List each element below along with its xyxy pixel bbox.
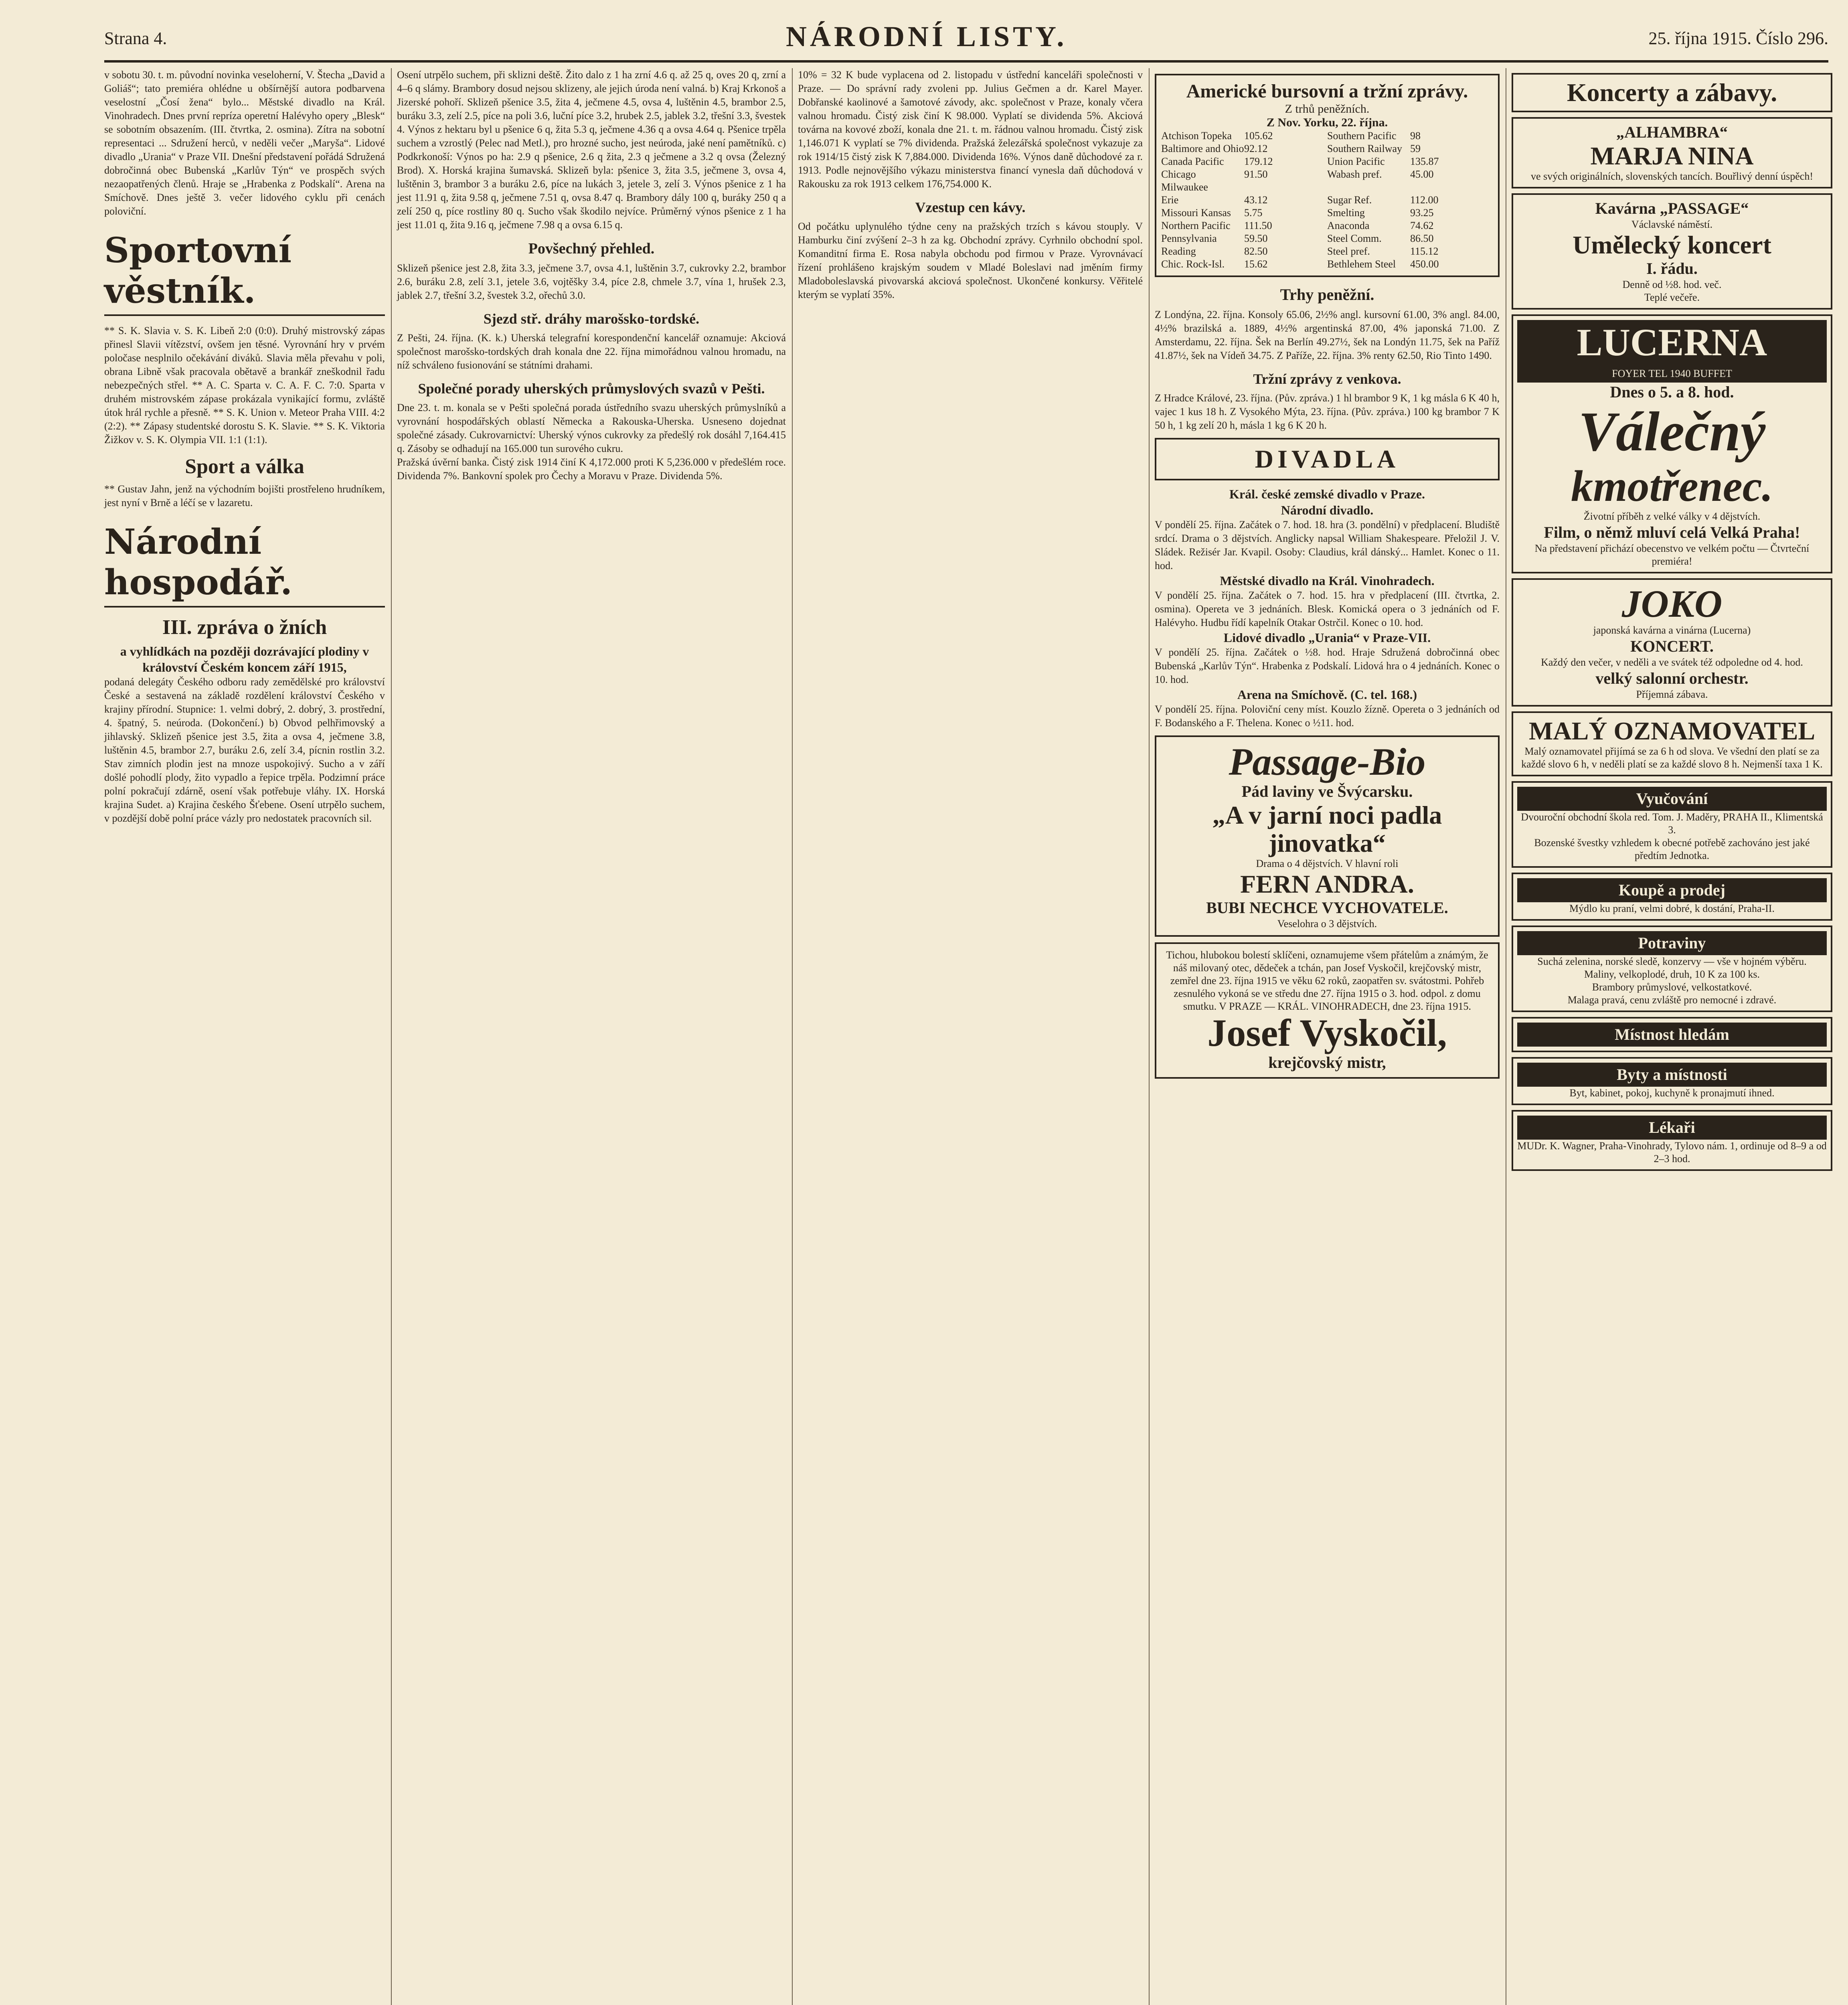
bourse-cell: 86.50 [1410,233,1434,244]
bourse-cell: Chic. Rock-Isl. [1161,258,1225,270]
american-bourse-box [1155,74,1500,277]
joko-subtitle: japonská kavárna a vinárna (Lucerna) [1593,624,1751,636]
theatres-box [1155,438,1500,480]
theatre-news: v sobotu 30. t. m. původní novinka veseloherní, V. Štecha „David a Goliáš“; tato premiéra ohlédne u obšírnější autora podbarvena veselostní „Čosí žena“ bylo... Městské divadlo na Král. Vinohradech. Dnes první repríza operetní Halévyho opery „Blesk“ se sobotním obsazením. (III. čtvrtka, 2. osmina). Zítra na sobotní representaci ... Sdružení herců, v neděli večer „Maryša“. Lidové divadlo „Urania“ v Praze VII. Dnešní představení pořádá Sdružená dobročinná obec Bubenská „Karlův Týn“ ve prospěch svých nezaopatřených členů. Hraje se „Hrabenka z Podskalí“. Arena na Smíchově. Dnes ještě 3. večer lidového cyklu při cenách poloviční. [104,69,388,217]
bourse-row [1161,130,1493,142]
art-concert-sub: I. řádu. [1646,259,1698,277]
art-concert-time: Denně od ½8. hod. več. [1622,279,1722,290]
money-markets-text: Z Londýna, 22. října. Konsoly 65.06, 2½% angl. kursovní 61.00, 3% angl. 84.00, 4½% brazilská a. 1889, 4½% argentinská 87.00, 4% japonská 71.00. Z Amsterdamu, 22. října. Šek na Berlín 49.27½, šek na Londýn 11.75, šek na Paříž 41.87½, šek na Vídeň 34.75. Z Paříže, 22. října. 3% renty 62.50, Rio Tinto 1490. [1155,309,1502,361]
column-rule [792,68,793,2005]
bourse-cell: 115.12 [1410,245,1439,257]
bourse-cell: 112.00 [1410,194,1439,206]
bourse-cell: Steel pref. [1327,245,1370,257]
bourse-cell: Chicago Milwaukee [1161,168,1208,193]
obituary-name: Josef Vyskočil, [1207,1011,1447,1054]
column-4 [1155,68,1500,2005]
industry-heading: Společné porady uherských průmyslových svazů v Pešti. [418,381,765,397]
theatre-national-title: Král. české zemské divadlo v Praze. [1229,487,1425,501]
bourse-cell: 5.75 [1244,207,1263,219]
obituary-role: krejčovský mistr, [1268,1053,1386,1071]
bourse-cell: 450.00 [1410,258,1439,270]
bourse-subtitle: Z trhů peněžních. [1285,102,1370,115]
coffee-heading: Vzestup cen kávy. [915,199,1026,215]
bourse-cell: Southern Pacific [1327,130,1397,142]
overview-heading: Povšechný přehled. [528,240,655,257]
joko-orchestra: velký salonní orchestr. [1595,669,1749,687]
column-1 [104,68,388,2005]
joko-title: JOKO [1621,582,1723,625]
flats-heading: Byty a místnosti [1517,1063,1827,1087]
bourse-row [1161,168,1493,194]
obituary-text: Tichou, hlubokou bolestí sklíčeni, oznamujeme všem přátelům a známým, že náš milovaný otec, dědeček a tchán, pan Josef Vyskočil, krejčovský mistr, zemřel dne 23. října 1915 ve věku 62 roků, zaopatřen sv. svátostmi. Pohřeb zesnulého vykoná se ve středu dne 27. října 1915 o 3. hod. odpol. z domu smutku. V PRAZE — KRÁL. VINOHRADECH, dne 23. října 1915. [1166,949,1488,1012]
art-concert: Umělecký koncert [1573,231,1771,259]
harvest-continued: Osení utrpělo suchem, při sklizni deště. Žito dalo z 1 ha zrní 4.6 q. až 25 q, oves 20 q, zrní a 4–6 q slámy. Brambory dosud nejsou sklizeny, ale jejich úroda není valná. b) Kraj Krkonoš a Jizerské pohoří. Sklizeň pšenice 3.5, žita 4, ječmene 4.5, ovsa 4, luštěnin 4.5, brambor 2.5, buráku 3.3, zelí 2.5, píce na poli 3.6, luční píce 3.2, hrubek 2.5, jablek 3.2, třešní 3.3, švestek 4. Výnos z hektaru byl u pšenice 6 q, žita 5.3 q, ječmene 4.36 q a ovsa 4.64 q. Pšenice trpěla suchem a vzrostlý (Pelec nad Metl.), pro hrozné sucho, jest neúroda, jaké není pamětníků. c) Podkrkonoší: Výnos po ha: 2.9 q pšenice, 2.6 q žita, 2.3 q ječmene a 3.2 q ovsa (Železný Brod). X. Horská krajina šumavská. Sklizeň byla: pšenice 3, žita 3.5, ječmene 3, ovsa 4, luštěnin 3, brambor 3 a buráku 2.6, píce na lukách 3, jetele 3, zelí 3. Výnos pšenice z 1 ha jest 11.91 q, žita 9.58 q, ječmene 7.51 q, ovsa 8.47 q. Brambory dály 100 q, buráky 250 q a zelí 250 q, píce rostliny 80 q. Sucho však škodilo nejvíce. Průměrný výnos pšenice z 1 ha jest 11.01 q, žita 9.16 q, ječmene 7.98 q a ovsa 6.15 q. [397,69,789,231]
masthead [104,16,1828,63]
doctors-ad [1512,1110,1832,1171]
small-ads-text: Malý oznamovatel přijímá se za 6 h od slova. Ve všední den platí se za každé slovo 6 h, v neděli platí se za každé slovo 8 h. Nejmenší taxa 1 K. [1521,745,1823,770]
bourse-cell: 59.50 [1244,233,1268,244]
malaga-text: Malaga pravá, cenu zvláště pro nemocné i zdravé. [1567,994,1777,1006]
film-title-2: kmotřenec. [1571,462,1773,510]
food-text: Suchá zelenina, norské sledě, konzervy — vše v hojném výběru. [1537,956,1807,967]
bourse-row [1161,155,1493,168]
theatre-urania-program: V pondělí 25. října. Začátek o ½8. hod. Hraje Sdružená dobročinná obec Bubenská „Karlův Týn“. Hrabenka z Podskalí. Lidová hra o 4 jednáních. Konec o 10. hod. [1155,646,1502,685]
obituary [1155,942,1500,1079]
bourse-row [1161,219,1493,232]
coffee-text: Od počátku uplynulého týdne ceny na pražských trzích s kávou stouply. V Hamburku činí zvýšení 2–3 h za kg. Obchodní zprávy. Cyrhnilo obchodní spol. Komanditní firma E. Rosa nabyla obchodu pod firmou v Praze. Vyrovnávací řízení prohlášeno krajským soudem v Mladé Boleslavi nad jměním firmy Mladoboleslavská pivovarská akciová společnost. Ukončené konkursy. Věřitelé kterým se vyplatí 35%. [798,221,1146,300]
flats-text: Byt, kabinet, pokoj, kuchyně k pronajmutí ihned. [1569,1087,1775,1099]
bourse-cell: 98 [1410,130,1421,142]
bourse-cell: 111.50 [1244,220,1272,231]
bourse-cell: Erie [1161,194,1179,206]
soap-text: Mýdlo ku praní, velmi dobré, k dostání, Praha-II. [1569,903,1775,914]
bourse-cell: 105.62 [1244,130,1273,142]
alhambra-title: „ALHAMBRA“ [1616,123,1728,141]
kavarna-address: Václavské náměstí. [1631,219,1713,230]
lucerna-bio-ad [1512,314,1832,573]
bourse-cell: Steel Comm. [1327,233,1382,244]
bourse-cell: 15.62 [1244,258,1268,270]
cinema-comedy-sub: Veselohra o 3 dějstvích. [1277,918,1377,930]
bourse-cell: Union Pacific [1327,156,1385,167]
bourse-title: Americké bursovní a tržní zprávy. [1186,81,1468,102]
overview-text: Sklizeň pšenice jest 2.8, žita 3.3, ječmene 3.7, ovsa 4.1, luštěnin 3.7, cukrovky 2.2, brambor 2.6, buráku 2.8, zelí 3.1, jetele 3.6, vojtěšky 3.4, píce 2.8, chmele 3.7, vína 1, hrušek 2.3, jablek 2.7, třešní 3.2, švestek 3.2, ořechů 3.0. [397,262,789,301]
plums-text: Bozenské švestky vzhledem k obecné potřebě zachováno jest jaké předtím Jednotka. [1534,837,1810,861]
column-5-ads [1512,68,1832,2005]
food-heading: Potraviny [1517,931,1827,955]
cinema-title: Passage-Bio [1229,740,1426,783]
film-title-1: Válečný [1578,401,1766,463]
bourse-row [1161,207,1493,219]
bourse-cell: Canada Pacific [1161,156,1224,167]
art-concert-note: Teplé večeře. [1644,292,1700,303]
bourse-row [1161,142,1493,155]
theatre-vinohrady-title: Městské divadlo na Král. Vinohradech. [1220,573,1435,588]
kavarna-title: Kavárna „PASSAGE“ [1595,199,1749,217]
doctors-text: MUDr. K. Wagner, Praha-Vinohrady, Tylovo nám. 1, ordinuje od 8–9 a od 2–3 hod. [1517,1140,1827,1165]
small-ads [1512,711,1832,776]
sport-war-heading: Sport a válka [185,455,304,478]
bourse-cell: Wabash pref. [1327,168,1382,180]
company-news: 10% = 32 K bude vyplacena od 2. listopadu v ústřední kanceláři společnosti v Praze. — Do správní rady zvoleni pp. Julius Gečmen a dr. Karel Mayer. Dobřanské kaolinové a šamotové závody, akc. společnost v Praze, konaly včera valnou hromadu. Čistý zisk činí K 98.000. Vyplatí se dividenda 5%. Akciová továrna na kovové zboží, konala dne 21. t. m. řádnou valnou hromadu. Čistý zisk 1,146.071 K vyplatí se 7% dividenda. Pražská železářská společnost vykazuje za rok 1914/15 čistý zisk K 7,884.000. Dividenda 16%. Výnos daně důchodové za r. 1913. Podle nejnovějšího výkazu ministerstva financí vynesla daň důchodová v Rakousku za rok 1913 celkem 176,754.000 K. [798,69,1146,190]
bourse-row [1161,245,1493,258]
sport-war-text: ** Gustav Jahn, jenž na východním bojišti prostřeleno hrudníkem, jest nyní v Brně a léčí se v lazaretu. [104,483,388,508]
bourse-cell: Baltimore and Ohio [1161,143,1244,154]
bourse-cell: Southern Railway [1327,143,1403,154]
film-note: Na představení přichází obecenstvo ve velkém počtu — Čtvrteční premiéra! [1534,543,1810,567]
bourse-cell: Anaconda [1327,220,1370,231]
small-ads-heading: MALÝ OZNAMOVATEL [1528,717,1816,745]
joko-ad [1512,578,1832,707]
column-3 [798,68,1146,2005]
raspberries-text: Maliny, velkoplodé, druh, 10 K za 100 ks. [1584,968,1760,980]
cinema-feature: Pád laviny ve Švýcarsku. [1241,782,1413,800]
column-2 [397,68,789,2005]
harvest-report-subheading: a vyhlídkách na později dozrávající plodiny v království Českém koncem září 1915, [120,644,369,674]
bourse-cell: 91.50 [1244,168,1268,180]
industry-text: Dne 23. t. m. konala se v Pešti společná porada ústředního svazu uherských průmyslníků a vyrovnání hospodářských oblastí Německa a Rakouska-Uherska. Usneseno dojednat společné zásady. Cukrovarnictví: Uherský výnos cukrovky za předešlý rok dosáhl 7,164.415 q. Zásoby se odhadují na 165.000 tun surového cukru. [397,402,789,454]
bourse-cell: Missouri Kansas [1161,207,1231,219]
cinema-film-title: „A v jarní noci padla jinovatka“ [1212,801,1442,857]
education-heading: Vyučování [1517,787,1827,811]
alhambra-note: ve svých originálních, slovenských tancích. Bouřlivý denní úspěch! [1530,170,1813,182]
sport-news: ** S. K. Slavia v. S. K. Libeň 2:0 (0:0). Druhý mistrovský zápas přinesl Slavii vítězství, ovšem jen těsné. Vyrovnání hry v prvém poločase nesplnilo očekávání diváků. Slavia měla převahu v poli, obrana Libně však pracovala obětavě a brankář zneškodnil řadu nebezpečných střel. ** A. C. Sparta v. C. A. F. C. 7:0. Sparta v druhém mistrovském zápase prokázala vynikající formu, zvláště útok hrál rychle a přesně. ** S. K. Union v. Meteor Praha VIII. 4:2 (2:2). ** Zápasy studentské dorostu S. K. Slavie. ** S. K. Viktoria Žižkov v. S. K. Olympia VII. 1:1 (1:1). [104,325,388,446]
bourse-cell: 82.50 [1244,245,1268,257]
bourse-cell: 74.62 [1410,220,1434,231]
buy-sell-heading: Koupě a prodej [1517,878,1827,902]
bourse-cell: 179.12 [1244,156,1273,167]
bourse-cell: 43.12 [1244,194,1268,206]
bourse-cell: Bethlehem Steel [1327,258,1396,270]
bourse-cell: Reading [1161,245,1196,257]
food-ad [1512,926,1832,1012]
harvest-report-text: podaná delegáty Českého odboru rady zemědělské pro království České a sestavená na základě rozdělení království Českého v krajiny přírodní. Stupnice: 1. velmi dobrý, 2. dobrý, 3. prostřední, 4. špatný, 5. neúroda. (Dokončení.) b) Obvod pelhřimovský a jihlavský. Sklizeň pšenice jest 3.5, žita a ovsa 4, ječmene 3.8, luštěnin 4.5, brambor 2.7, buráku 2.6, zelí 3.4, pícnin rostlin 3.2. Stav zimních plodin jest na mnoze uspokojivý. Sucho a v září došlé pohodlí plody, žito vypadlo a řepice trpěla. Podzimní práce polní pokračují zdárně, osení však potřebuje vláhy. IX. Horská krajina Sudet. a) Krajina českého Šťebene. Osení utrpělo suchem, v pozdější době polní práce vázly pro nedostatek pracovních sil. [104,676,388,824]
theatre-national-program: V pondělí 25. října. Začátek o 7. hod. 18. hra (3. pondělní) v předplacení. Bludiště srdcí. Drama o 3 dějstvích. Anglicky napsal William Shakespeare. Přeložil J. V. Sládek. Režisér Jar. Kvapil. Osoby: Claudius, král dánský... Hamlet. Konec o 11. hod. [1155,519,1502,571]
passage-bio-ad [1155,735,1500,937]
theatre-arena-title: Arena na Smíchově. (C. tel. 168.) [1237,687,1417,702]
theatre-national-subtitle: Národní divadlo. [1281,503,1374,517]
film-description: Životní příběh z velké války v 4 dějstvích. [1583,510,1761,522]
section-heading-sport: Sportovní věstník. [104,230,385,316]
film-tagline: Film, o němž mluví celá Velká Praha! [1544,523,1800,541]
bourse-cell: Pennsylvania [1161,233,1217,244]
regional-markets-text: Z Hradce Králové, 23. října. (Pův. zpráva.) 1 hl brambor 9 K, 1 kg másla 6 K 40 h, vajec 1 kus 18 h. Z Vysokého Mýta, 23. října. (Pův. zpráva.) 100 kg brambor 7 K 50 h, 1 kg zelí 20 h, másla 1 kg 6 K 20 h. [1155,392,1502,431]
theatre-urania-title: Lidové divadlo „Urania“ v Praze-VII. [1223,630,1431,645]
theatres-heading: DIVADLA [1255,445,1400,473]
concerts-ad [1512,73,1832,112]
joko-text: Každý den večer, v neděli a ve svátek též odpoledne od 4. hod. [1541,656,1803,668]
bourse-cell: 92.12 [1244,143,1268,154]
bourse-cell: Northern Pacific [1161,220,1231,231]
bourse-cell: 59 [1410,143,1421,154]
joko-concert: KONCERT. [1630,637,1714,655]
education-ad [1512,781,1832,868]
regional-markets-heading: Tržní zprávy z venkova. [1253,371,1401,387]
bourse-row [1161,194,1493,207]
bourse-city: Z Nov. Yorku, 22. října. [1266,116,1388,129]
column-rule [391,68,392,2005]
theatre-arena-program: V pondělí 25. října. Poloviční ceny míst. Kouzlo žízně. Opereta o 3 jednáních od F. Bodanského a F. Thelena. Konec o ½11. hod. [1155,703,1502,729]
cinema-star: FERN ANDRA. [1240,870,1414,898]
bourse-table [1161,130,1493,271]
page-number: Strana 4. [104,28,167,48]
railway-heading: Sjezd stř. dráhy marošsko-tordské. [483,311,700,327]
section-heading-economy: Národní hospodář. [104,522,385,608]
potatoes-text: Brambory průmyslové, velkostatkové. [1592,981,1752,993]
kavarna-passage-ad [1512,193,1832,310]
harvest-report-heading: III. zpráva o žních [162,616,327,639]
newspaper-title: NÁRODNÍ LISTY. [786,20,1067,53]
alhambra-ad [1512,117,1832,188]
bourse-row [1161,232,1493,245]
concerts-heading: Koncerty a zábavy. [1567,78,1777,107]
premises-ad [1512,1017,1832,1052]
doctors-heading: Lékaři [1517,1116,1827,1140]
bourse-cell: 135.87 [1410,156,1439,167]
cinema-comedy: BUBI NECHCE VYCHOVATELE. [1206,899,1448,917]
bourse-cell: Sugar Ref. [1327,194,1372,206]
bourse-cell: Atchison Topeka [1161,130,1232,142]
lucerna-times: Dnes o 5. a 8. hod. [1610,383,1734,401]
bourse-cell: Smelting [1327,207,1365,219]
flats-ad [1512,1057,1832,1105]
bourse-row [1161,258,1493,271]
money-markets-heading: Trhy peněžní. [1280,286,1374,304]
cinema-drama: Drama o 4 dějstvích. V hlavní roli [1256,858,1399,869]
bank-news: Pražská úvěrní banka. Čistý zisk 1914 činí K 4,172.000 proti K 5,236.000 v předešlém roce. Dividenda 7%. Bankovní spolek pro Čechy a Moravu v Praze. Dividenda 5%. [397,456,789,482]
lucerna-subtitle: FOYER TEL 1940 BUFFET [1517,365,1827,383]
railway-text: Z Pešti, 24. října. (K. k.) Uherská telegrafní korespondenční kancelář oznamuje: Akciová společnost marošsko-tordských drah konala dne 22. října mimořádnou valnou hromadu, na níž schváleno fusionování se státními drahami. [397,332,789,371]
theatre-vinohrady-program: V pondělí 25. října. Začátek o 7. hod. 15. hra v předplacení (III. čtvrtka, 2. osmina). Opereta ve 3 jednáních. Blesk. Komická opera o 3 jednáních od F. Halévyho. Hudbu řídí kapelník Otakar Ostrčil. Konec o 10. hod. [1155,589,1502,628]
bourse-cell: 45.00 [1410,168,1434,180]
issue-date: 25. října 1915. Číslo 296. [1648,28,1828,48]
joko-note: Příjemná zábava. [1636,689,1708,700]
lucerna-title: LUCERNA [1517,320,1827,365]
alhambra-performer: MARJA NINA [1590,142,1754,170]
education-text: Dvouroční obchodní škola red. Tom. J. Maděry, PRAHA II., Klimentská 3. [1521,811,1823,836]
buy-sell-ad [1512,873,1832,921]
premises-heading: Místnost hledám [1517,1023,1827,1047]
column-rule [1149,68,1150,2005]
bourse-cell: 93.25 [1410,207,1434,219]
